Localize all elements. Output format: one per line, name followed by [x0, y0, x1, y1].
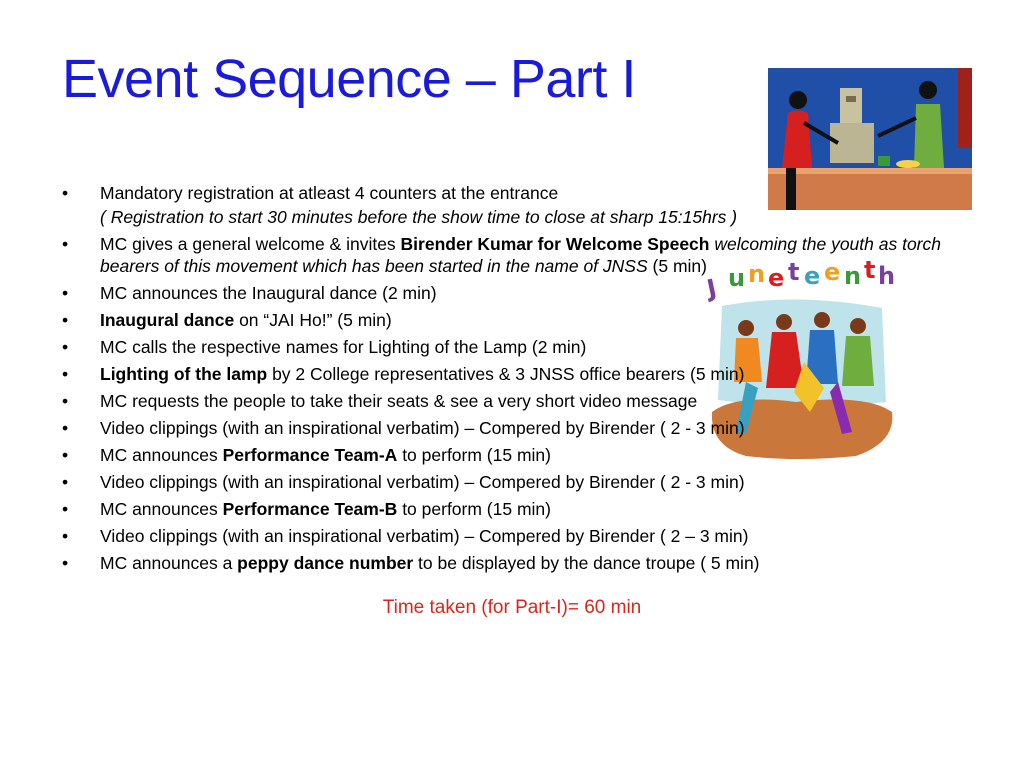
list-item: • Inaugural dance on “JAI Ho!” (5 min)	[62, 310, 392, 330]
list-item: • MC announces Performance Team-A to perform (15 min)	[62, 445, 551, 465]
svg-text:e: e	[768, 264, 785, 292]
bullet-icon: •	[62, 183, 69, 203]
list-item: • Video clippings (with an inspirational verbatim) – Compered by Birender ( 2 – 3 min)	[62, 526, 749, 546]
svg-text:t: t	[864, 256, 876, 284]
svg-text:t: t	[788, 258, 800, 286]
svg-text:n: n	[748, 260, 766, 288]
bullet-icon: •	[62, 445, 69, 465]
svg-text:u: u	[728, 264, 746, 292]
agenda-list	[62, 182, 962, 579]
bullet-icon: •	[62, 234, 69, 254]
svg-text:e: e	[824, 258, 841, 286]
list-item: • MC announces the Inaugural dance (2 min)	[62, 283, 437, 303]
list-item: • MC gives a general welcome & invites Birender Kumar for Welcome Speech welcoming the youth as torch bearers of this movement which has been started in the name of JNSS (5 min)	[62, 234, 941, 276]
svg-text:n: n	[844, 262, 862, 290]
time-summary: Time taken (for Part-I)= 60 min	[382, 597, 642, 618]
list-item: • MC requests the people to take their seats & see a very short video message	[62, 391, 698, 411]
bullet-icon: •	[62, 499, 69, 519]
slide-title: Event Sequence – Part I	[62, 49, 636, 109]
list-item: • Lighting of the lamp by 2 College representatives & 3 JNSS office bearers (5 min)	[62, 364, 745, 384]
bullet-icon: •	[62, 418, 69, 438]
list-item: • MC announces Performance Team-B to perform (15 min)	[62, 499, 551, 519]
bullet-icon: •	[62, 472, 69, 492]
list-item: • Video clippings (with an inspirational verbatim) – Compered by Birender ( 2 - 3 min)	[62, 418, 745, 438]
svg-text:J: J	[704, 273, 719, 304]
bullet-icon: •	[62, 526, 69, 546]
svg-text:h: h	[878, 262, 896, 290]
list-item: • MC announces a peppy dance number to be displayed by the dance troupe ( 5 min)	[62, 553, 760, 573]
bullet-icon: •	[62, 553, 69, 573]
list-item: • Video clippings (with an inspirational verbatim) – Compered by Birender ( 2 - 3 min)	[62, 472, 745, 492]
list-item-note: ( Registration to start 30 minutes before the show time to close at sharp 15:15hrs )	[100, 207, 738, 227]
bullet-icon: •	[62, 310, 69, 330]
bullet-icon: •	[62, 364, 69, 384]
svg-text:e: e	[804, 262, 821, 290]
bullet-icon: •	[62, 391, 69, 411]
bullet-icon: •	[62, 337, 69, 357]
list-item: • MC calls the respective names for Lighting of the Lamp (2 min)	[62, 337, 587, 357]
list-item: • Mandatory registration at atleast 4 counters at the entrance	[62, 183, 559, 203]
bullet-icon: •	[62, 283, 69, 303]
